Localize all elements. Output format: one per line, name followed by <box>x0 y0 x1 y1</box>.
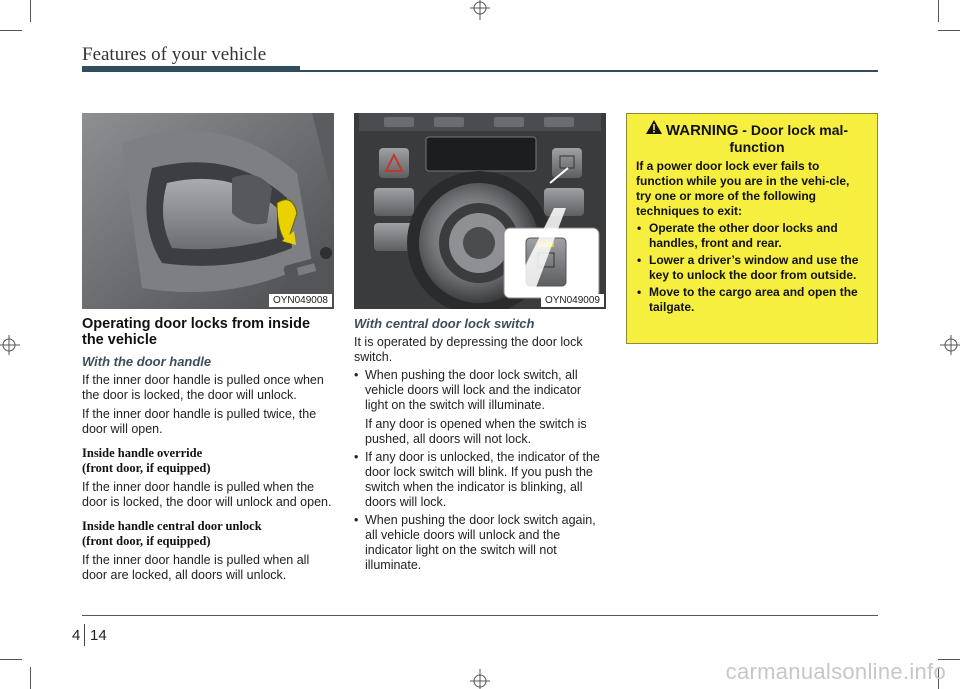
header-rule <box>300 70 878 72</box>
warning-text: If a power door lock ever fails to function while you are in the vehi-cle, try one or more of the following techniques to exit: <box>636 159 850 218</box>
figure-code: OYN049009 <box>541 294 604 307</box>
warning-box <box>626 113 878 344</box>
crop-mark <box>938 30 960 31</box>
paragraph: If the inner door handle is pulled twice, the door will open. <box>82 407 317 436</box>
override-heading-text: Inside handle override <box>82 446 203 460</box>
warning-title-text: - Door lock mal-function <box>729 122 849 155</box>
central-unlock-heading <box>82 519 334 549</box>
watermark: carmanualsonline.info <box>725 659 946 684</box>
middle-column <box>354 113 606 573</box>
page-divider <box>84 624 85 646</box>
section-heading: Operating door locks from inside the vehicle <box>82 316 311 348</box>
warning-label: WARNING <box>665 122 739 139</box>
door-handle-illustration <box>82 113 334 309</box>
paragraph: If the inner door handle is pulled once when the door is locked, the door will unlock. <box>82 373 324 402</box>
warning-title <box>636 122 868 156</box>
figure-code: OYN049008 <box>269 294 332 307</box>
list-item-extra: If any door is opened when the switch is pushed, all doors will not lock. <box>365 417 587 446</box>
registration-mark <box>470 0 490 20</box>
crop-mark <box>938 0 939 22</box>
page-number: 14 <box>90 627 107 644</box>
bullet-list <box>354 368 606 573</box>
section-title: Features of your vehicle <box>82 44 267 65</box>
paragraph: It is operated by depressing the door lock switch. <box>354 335 583 364</box>
chapter-number: 4 <box>72 627 81 644</box>
crop-mark <box>30 0 31 22</box>
header-bar <box>82 66 300 72</box>
left-column <box>82 113 334 583</box>
crop-mark <box>0 30 22 31</box>
sub-heading: With the door handle <box>82 354 212 369</box>
crop-mark <box>0 659 22 660</box>
door-handle-figure <box>82 113 334 309</box>
central-heading-text: Inside handle central door unlock <box>82 519 262 533</box>
list-item <box>354 513 606 573</box>
list-item-text: When pushing the door lock switch again, all vehicle doors will unlock and the indicator light on the switch will not illuminate. <box>365 513 596 572</box>
override-note: (front door, if equipped) <box>82 461 211 475</box>
footer-rule <box>82 615 878 616</box>
lock-switch-figure <box>354 113 606 309</box>
central-note: (front door, if equipped) <box>82 534 211 548</box>
list-item <box>354 450 606 510</box>
list-item: • Lower a driver’s window and use the key to unlock the door from outside. <box>636 253 868 283</box>
registration-mark <box>0 335 20 355</box>
list-item <box>354 368 606 447</box>
paragraph: If the inner door handle is pulled when all door are locked, all doors will unlock. <box>82 553 310 582</box>
list-item: • Move to the cargo area and open the tailgate. <box>636 285 868 315</box>
list-item-text: When pushing the door lock switch, all vehicle doors will lock and the indicator light on the switch will illuminate. <box>365 368 582 412</box>
override-heading <box>82 446 334 476</box>
sub-heading: With central door lock switch <box>354 316 535 331</box>
registration-mark <box>940 335 960 355</box>
registration-mark <box>470 669 490 689</box>
list-item-text: If any door is unlocked, the indicator of the door lock switch will blink. If you push the switch when the indicator is blinking, all doors will lock. <box>365 450 600 509</box>
warning-list <box>636 221 868 315</box>
crop-mark <box>30 667 31 689</box>
paragraph: If the inner door handle is pulled when the door is locked, the door will unlock and open. <box>82 480 332 509</box>
center-console-illustration <box>354 113 606 309</box>
list-item: • Operate the other door locks and handles, front and rear. <box>636 221 868 251</box>
